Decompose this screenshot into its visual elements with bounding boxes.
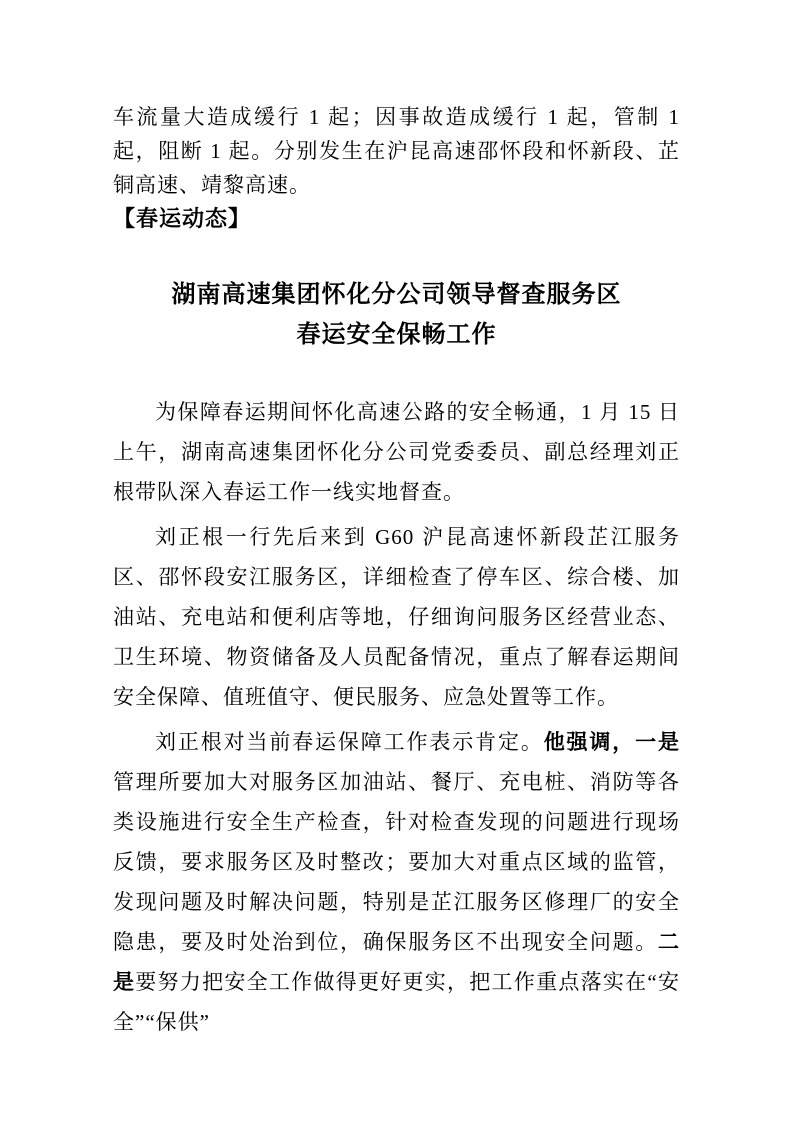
paragraph-3	[113, 722, 680, 1042]
section-header: 【春运动态】	[113, 206, 252, 231]
article-title-line-1: 湖南高速集团怀化分公司领导督查服务区	[171, 281, 622, 308]
paragraph-1: 为保障春运期间怀化高速公路的安全畅通，1 月 15 日上午，湖南高速集团怀化分公司党委委员、副总经理刘正根带队深入春运工作一线实地督查。	[113, 400, 680, 504]
paragraph-2: 刘正根一行先后来到 G60 沪昆高速怀新段芷江服务区、邵怀段安江服务区，详细检查了停车区、综合楼、加油站、充电站和便利店等地，仔细询问服务区经营业态、卫生环境、物资储备及人员配备情况，重点了解春运期间安全保障、值班值守、便民服务、应急处置等工作。	[113, 525, 680, 709]
article-title-line-2: 春运安全保畅工作	[296, 321, 497, 348]
paragraph-3-emphasis-2: 二是	[113, 930, 680, 994]
article-title	[113, 275, 680, 355]
leading-paragraph: 车流量大造成缓行 1 起；因事故造成缓行 1 起，管制 1 起，阻断 1 起。分别发生在沪昆高速邵怀段和怀新段、芷铜高速、靖黎高速。	[113, 105, 680, 197]
paragraph-3-text-3: 要努力把安全工作做得更好更实，把工作重点落实在“安全”“保供”	[113, 970, 681, 1034]
paragraph-3-text-1: 刘正根对当前春运保障工作表示肯定。	[155, 730, 544, 754]
paragraph-3-text-2: 管理所要加大对服务区加油站、餐厅、充电桩、消防等各类设施进行安全生产检查，针对检查发现的问题进行现场反馈，要求服务区及时整改；要加大对重点区域的监管，发现问题及时解决问题，特别是芷江服务区修理厂的安全隐患，要及时处治到位，确保服务区不出现安全问题。	[113, 770, 680, 954]
paragraph-3-emphasis-1: 他强调，一是	[543, 730, 681, 754]
